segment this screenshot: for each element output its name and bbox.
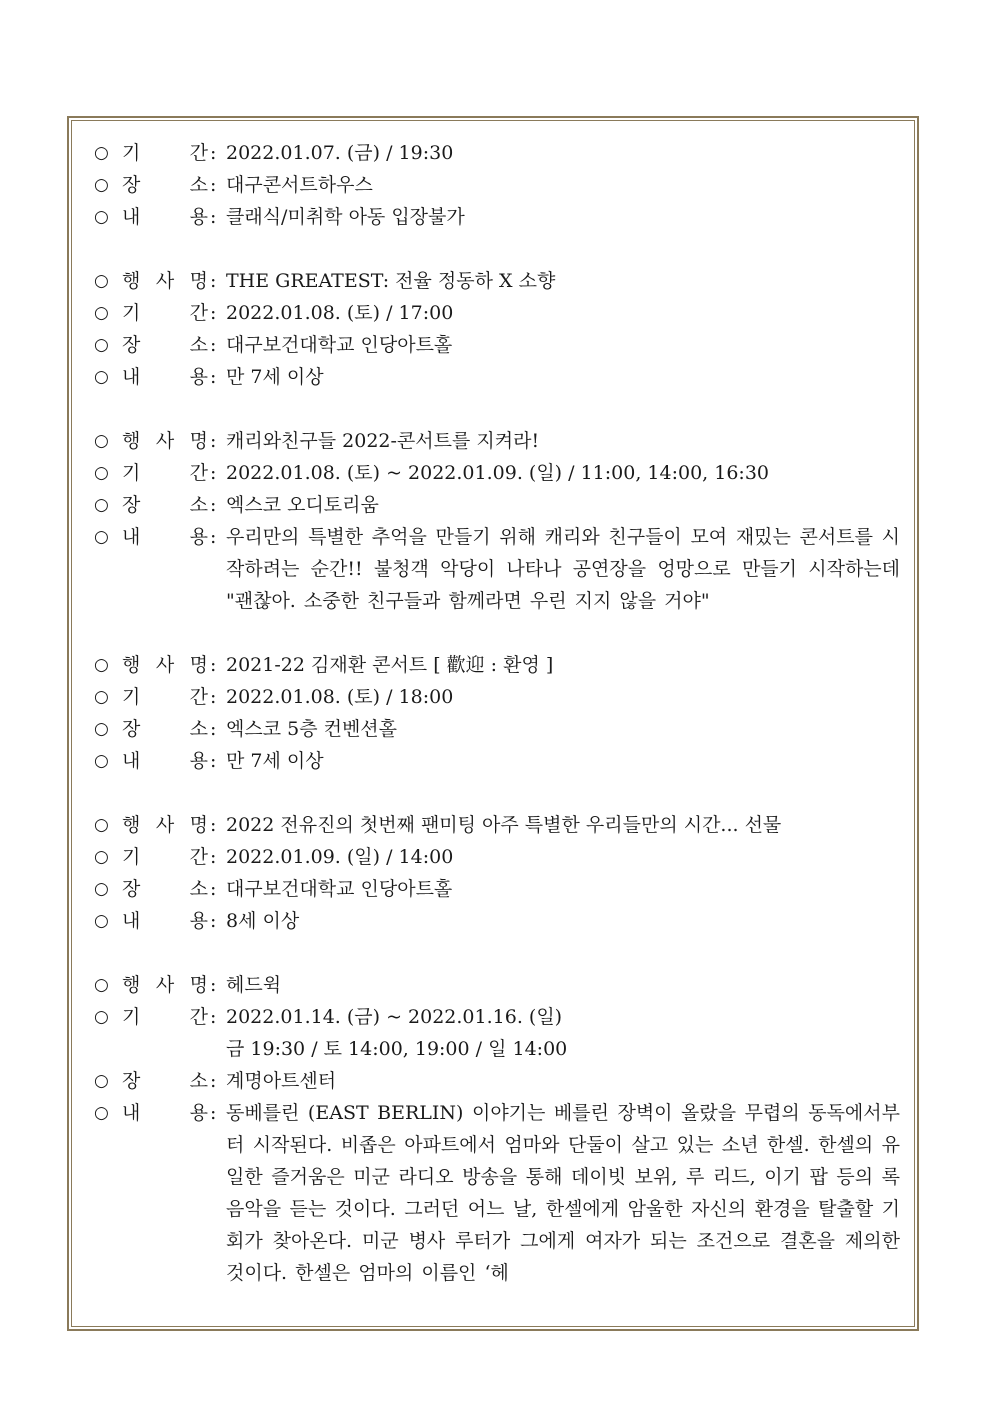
content-value: 만 7세 이상 bbox=[226, 750, 324, 772]
name-row: ○ 행 사 명 : 2021-22 김재환 콘서트 [ 歡迎 : 환영 ] bbox=[94, 649, 900, 681]
place-row: ○ 장 소 : 대구보건대학교 인당아트홀 bbox=[94, 329, 900, 361]
event-block bbox=[94, 969, 909, 1289]
place-label: 장 소 bbox=[122, 878, 208, 900]
circle-bullet-icon: ○ bbox=[94, 367, 109, 387]
period-value: 2022.01.09. (일) / 14:00 bbox=[226, 846, 454, 868]
place-label: 장 소 bbox=[122, 1070, 208, 1092]
period-label: 기 간 bbox=[122, 462, 208, 484]
name-value: 2022 전유진의 첫번째 팬미팅 아주 특별한 우리들만의 시간... 선물 bbox=[226, 814, 782, 836]
name-value: 헤드윅 bbox=[226, 974, 282, 996]
circle-bullet-icon: ○ bbox=[94, 847, 109, 867]
circle-bullet-icon: ○ bbox=[94, 911, 109, 931]
circle-bullet-icon: ○ bbox=[94, 431, 109, 451]
name-label: 행 사 명 bbox=[122, 974, 208, 996]
circle-bullet-icon: ○ bbox=[94, 335, 109, 355]
event-block bbox=[94, 137, 900, 233]
place-label: 장 소 bbox=[122, 494, 208, 516]
content-row: ○ 내 용 : 동베를린 (EAST BERLIN) 이야기는 베를린 장벽이 올랐을 무렵의 동독에서부터 시작된다. 비좁은 아파트에서 엄마와 단둘이 살고 있는 소년 한셀. 한셀의 유일한 즐거움은 미군 라디오 방송을 통해 데이빗 보위, 루 리드, 이기 팝 등의 록 음악을 듣는 것이다. 그러던 어느 날, 한셀에게 암울한 자신의 환경을 탈출할 기회가 찾아온다. 미군 병사 루터가 그에게 여자가 되는 조건으로 결혼을 제의한 것이다. 한셀은 엄마의 이름인 ‘헤 bbox=[94, 1097, 900, 1289]
content-label: 내 용 bbox=[122, 910, 208, 932]
event-block bbox=[94, 649, 900, 777]
content-value: 동베를린 (EAST BERLIN) 이야기는 베를린 장벽이 올랐을 무렵의 동독에서부터 시작된다. 비좁은 아파트에서 엄마와 단둘이 살고 있는 소년 한셀. 한셀의 유일한 즐거움은 미군 라디오 방송을 통해 데이빗 보위, 루 리드, 이기 팝 등의 록 음악을 듣는 것이다. 그러던 어느 날, 한셀에게 암울한 자신의 환경을 탈출할 기회가 찾아온다. 미군 병사 루터가 그에게 여자가 되는 조건으로 결혼을 제의한 것이다. 한셀은 엄마의 이름인 ‘헤 bbox=[226, 1102, 909, 1284]
circle-bullet-icon: ○ bbox=[94, 975, 109, 995]
period-value: 2022.01.07. (금) / 19:30 bbox=[226, 142, 454, 164]
content-row: ○ 내 용 : 클래식/미취학 아동 입장불가 bbox=[94, 201, 900, 233]
content-value: 우리만의 특별한 추억을 만들기 위해 캐리와 친구들이 모여 재밌는 콘서트를 시작하려는 순간!! 불청객 악당이 나타나 공연장을 엉망으로 만들기 시작하는데 "괜찮아. 소중한 친구들과 함께라면 우린 지지 않을 거야" bbox=[226, 526, 909, 612]
name-label: 행 사 명 bbox=[122, 654, 208, 676]
period-row: ○ 기 간 : 2022.01.08. (토) / 17:00 bbox=[94, 297, 900, 329]
place-value: 대구콘서트하우스 bbox=[226, 174, 373, 196]
place-row: ○ 장 소 : 대구보건대학교 인당아트홀 bbox=[94, 873, 900, 905]
circle-bullet-icon: ○ bbox=[94, 1103, 109, 1123]
content-label: 내 용 bbox=[122, 206, 208, 228]
circle-bullet-icon: ○ bbox=[94, 495, 109, 515]
circle-bullet-icon: ○ bbox=[94, 175, 109, 195]
circle-bullet-icon: ○ bbox=[94, 1007, 109, 1027]
circle-bullet-icon: ○ bbox=[94, 463, 109, 483]
period-extra: 금 19:30 / 토 14:00, 19:00 / 일 14:00 bbox=[226, 1038, 568, 1060]
place-label: 장 소 bbox=[122, 718, 208, 740]
place-row: ○ 장 소 : 엑스코 오디토리움 bbox=[94, 489, 900, 521]
event-block bbox=[94, 809, 900, 937]
place-row: ○ 장 소 : 엑스코 5층 컨벤션홀 bbox=[94, 713, 900, 745]
content-label: 내 용 bbox=[122, 526, 208, 548]
circle-bullet-icon: ○ bbox=[94, 751, 109, 771]
period-value: 2022.01.08. (토) / 17:00 bbox=[226, 302, 454, 324]
period-label: 기 간 bbox=[122, 846, 208, 868]
circle-bullet-icon: ○ bbox=[94, 687, 109, 707]
place-value: 엑스코 5층 컨벤션홀 bbox=[226, 718, 397, 740]
place-row: ○ 장 소 : 계명아트센터 bbox=[94, 1065, 900, 1097]
name-label: 행 사 명 bbox=[122, 814, 208, 836]
period-value: 2022.01.08. (토) ~ 2022.01.09. (일) / 11:00, 14:00, 16:30 bbox=[226, 462, 769, 484]
name-value: THE GREATEST: 전율 정동하 X 소향 bbox=[226, 270, 556, 292]
place-value: 엑스코 오디토리움 bbox=[226, 494, 379, 516]
period-row: ○ 기 간 : 2022.01.08. (토) ~ 2022.01.09. (일) / 11:00, 14:00, 16:30 bbox=[94, 457, 900, 489]
name-value: 2021-22 김재환 콘서트 [ 歡迎 : 환영 ] bbox=[226, 654, 554, 676]
name-row: ○ 행 사 명 : 2022 전유진의 첫번째 팬미팅 아주 특별한 우리들만의 시간... 선물 bbox=[94, 809, 900, 841]
event-block bbox=[94, 265, 900, 393]
circle-bullet-icon: ○ bbox=[94, 1071, 109, 1091]
period-label: 기 간 bbox=[122, 142, 208, 164]
circle-bullet-icon: ○ bbox=[94, 207, 109, 227]
name-label: 행 사 명 bbox=[122, 430, 208, 452]
content-label: 내 용 bbox=[122, 1102, 208, 1124]
event-listing bbox=[94, 137, 909, 1289]
content-label: 내 용 bbox=[122, 366, 208, 388]
period-row: ○ 기 간 : 2022.01.08. (토) / 18:00 bbox=[94, 681, 900, 713]
circle-bullet-icon: ○ bbox=[94, 879, 109, 899]
name-value: 캐리와친구들 2022-콘서트를 지켜라! bbox=[226, 430, 540, 452]
name-row: ○ 행 사 명 : 캐리와친구들 2022-콘서트를 지켜라! bbox=[94, 425, 900, 457]
place-label: 장 소 bbox=[122, 334, 208, 356]
circle-bullet-icon: ○ bbox=[94, 271, 109, 291]
period-label: 기 간 bbox=[122, 686, 208, 708]
period-row: ○ 기 간 : 2022.01.07. (금) / 19:30 bbox=[94, 137, 900, 169]
event-block bbox=[94, 425, 909, 617]
name-row: ○ 행 사 명 : THE GREATEST: 전율 정동하 X 소향 bbox=[94, 265, 900, 297]
period-label: 기 간 bbox=[122, 1006, 208, 1028]
name-label: 행 사 명 bbox=[122, 270, 208, 292]
period-row: ○ 기 간 : 2022.01.14. (금) ~ 2022.01.16. (일) bbox=[94, 1001, 900, 1033]
content-value: 8세 이상 bbox=[226, 910, 300, 932]
content-row: ○ 내 용 : 만 7세 이상 bbox=[94, 745, 900, 777]
content-row: ○ 내 용 : 8세 이상 bbox=[94, 905, 900, 937]
circle-bullet-icon: ○ bbox=[94, 815, 109, 835]
circle-bullet-icon: ○ bbox=[94, 719, 109, 739]
circle-bullet-icon: ○ bbox=[94, 655, 109, 675]
name-row: ○ 행 사 명 : 헤드윅 bbox=[94, 969, 900, 1001]
period-value: 2022.01.08. (토) / 18:00 bbox=[226, 686, 454, 708]
circle-bullet-icon: ○ bbox=[94, 527, 109, 547]
content-value: 만 7세 이상 bbox=[226, 366, 324, 388]
content-row: ○ 내 용 : 우리만의 특별한 추억을 만들기 위해 캐리와 친구들이 모여 재밌는 콘서트를 시작하려는 순간!! 불청객 악당이 나타나 공연장을 엉망으로 만들기 시작하는데 "괜찮아. 소중한 친구들과 함께라면 우린 지지 않을 거야" bbox=[94, 521, 900, 617]
place-value: 대구보건대학교 인당아트홀 bbox=[226, 878, 453, 900]
place-value: 대구보건대학교 인당아트홀 bbox=[226, 334, 453, 356]
period-row: ○ 기 간 : 2022.01.09. (일) / 14:00 bbox=[94, 841, 900, 873]
circle-bullet-icon: ○ bbox=[94, 143, 109, 163]
place-row: ○ 장 소 : 대구콘서트하우스 bbox=[94, 169, 900, 201]
period-value: 2022.01.14. (금) ~ 2022.01.16. (일) bbox=[226, 1006, 563, 1028]
period-label: 기 간 bbox=[122, 302, 208, 324]
place-label: 장 소 bbox=[122, 174, 208, 196]
place-value: 계명아트센터 bbox=[226, 1070, 337, 1092]
content-value: 클래식/미취학 아동 입장불가 bbox=[226, 206, 465, 228]
circle-bullet-icon: ○ bbox=[94, 303, 109, 323]
content-row: ○ 내 용 : 만 7세 이상 bbox=[94, 361, 900, 393]
content-label: 내 용 bbox=[122, 750, 208, 772]
